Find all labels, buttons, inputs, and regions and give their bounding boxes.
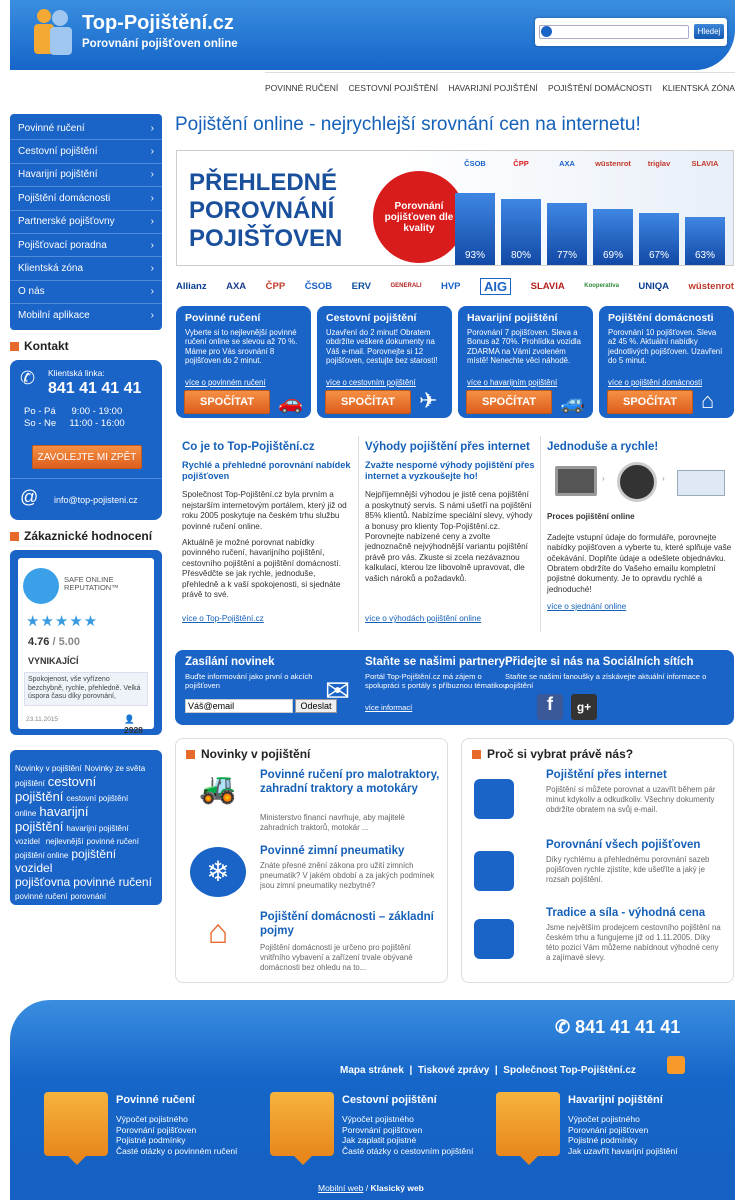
- search-button[interactable]: Hledej: [694, 24, 724, 39]
- chevron-right-icon: ›: [150, 122, 154, 134]
- footer-link[interactable]: Časté otázky o povinném ručení: [116, 1145, 238, 1156]
- review-quote: Spokojenost, vše vyřízeno bezchybně, rychle, přehledně. Velká úspora času díky porovnání,: [24, 672, 148, 706]
- newsletter-section: [185, 656, 335, 691]
- bar-label: AXA: [559, 159, 575, 168]
- footer-link[interactable]: Výpočet pojistného: [116, 1114, 188, 1124]
- comparison-banner[interactable]: [176, 150, 734, 266]
- footer-link-sitemap[interactable]: Mapa stránek: [340, 1065, 404, 1076]
- sidebar-item[interactable]: [10, 304, 162, 327]
- topnav-havarijni-pojisteni[interactable]: HAVARIJNÍ POJIŠTĚNÍ: [448, 82, 538, 93]
- banner-line: PŘEHLEDNÉ: [189, 169, 338, 196]
- at-sign-icon: @: [20, 487, 39, 507]
- calculate-button[interactable]: SPOČÍTAT: [184, 390, 270, 414]
- review-score: [28, 636, 80, 648]
- search-input[interactable]: [539, 25, 689, 39]
- footer-links: Mapa stránek | Tiskové zprávy | Společnost Top-Pojištění.cz: [340, 1065, 636, 1076]
- newsletter-strip: [175, 650, 734, 725]
- car-icon: [44, 1092, 108, 1156]
- airplane-icon: [270, 1092, 334, 1156]
- snow-tire-icon: ❄: [190, 847, 246, 897]
- product-box-cestovni-pojisteni: [317, 306, 452, 418]
- rss-icon[interactable]: [667, 1056, 685, 1074]
- social-section: [505, 656, 730, 691]
- compare-arrows-icon: [474, 851, 514, 891]
- tag-cloud: [10, 750, 162, 905]
- insurer-logo: wüstenrot: [688, 280, 734, 292]
- contact-heading: [10, 339, 69, 353]
- tag-link[interactable]: pojištění online: [15, 851, 69, 860]
- tag-link[interactable]: havarijní pojištění vozidel: [15, 824, 129, 846]
- client-phone[interactable]: 841 41 41 41: [48, 380, 142, 397]
- footer-link[interactable]: Jak uzavřít havarijní pojištění: [568, 1145, 678, 1156]
- footer-column: [270, 1092, 490, 1170]
- footer-column-links: [342, 1114, 473, 1156]
- client-line-label: Klientská linka:: [48, 368, 105, 378]
- paper-plane-icon: ✉: [325, 675, 351, 708]
- reputation-badge: SAFE ONLINE REPUTATION™: [64, 575, 119, 592]
- speech-bubble-icon: [23, 568, 59, 604]
- internet-icon: [474, 779, 514, 819]
- bar-label: triglav: [647, 159, 671, 168]
- sidebar-item-label: O nás: [18, 286, 45, 298]
- product-more-link[interactable]: více o pojištění domácnosti: [608, 378, 703, 387]
- review-date: 23.11.2015: [26, 716, 59, 723]
- tag-link[interactable]: Novinky v pojištění: [15, 764, 82, 773]
- column-paragraph: Zadejte vstupní údaje do formuláře, porovnejte nabídky pojišťoven a vyberte tu, které splňuje vaše očekávání. Doplňte údaje a odešlete objednávku. Obratem obdržíte do Vašeho emailu kompletní pojistné dokumenty. Je to opravdu rychlé a jednoduché!: [547, 532, 732, 594]
- product-box-havarijni-pojisteni: [458, 306, 593, 418]
- why-us-box: [461, 738, 734, 983]
- footer-link[interactable]: Porovnání pojišťoven: [568, 1124, 649, 1135]
- user-icon: 👤: [124, 714, 135, 724]
- news-desc: Ministerstvo financí navrhuje, aby majitelé zahradních traktorů, motokár ...: [260, 813, 405, 832]
- footer-column: [44, 1092, 264, 1170]
- footer-link[interactable]: Porovnání pojišťoven: [116, 1124, 197, 1135]
- chevron-right-icon: ›: [150, 216, 154, 228]
- column-paragraph: Nejpříjemnější výhodou je jistě cena pojištění a poskytnutý servis. S námi ušetří na pojištění 85% klientů. Nabízíme speciální slevy, výhody a bonusy pro klienty Top-Pojištění.cz. Porovnejte nabízené ceny a zvolte jednoznačně nejvýhodnější variantu pojištění právě pro vás. Zkuste si zcela nezávaznou kalkulaci, kterou lze libovolně upravovat, dle vašich nároků a požadavků.: [365, 490, 533, 583]
- process-illustration: [547, 460, 732, 512]
- chevron-right-icon: ›: [150, 286, 154, 298]
- crash-icon: [496, 1092, 560, 1156]
- insurer-logo: Kooperativa: [584, 283, 619, 289]
- social-desc: Staňte se našimi fanoušky a získávejte aktuální informace o pojištění: [505, 672, 707, 691]
- bar-label: ČPP: [513, 159, 529, 168]
- version-switch: [318, 1183, 424, 1193]
- footer-link[interactable]: Pojistné podmínky: [116, 1135, 186, 1145]
- bar-label: ČSOB: [464, 159, 486, 168]
- square-bullet-icon: [472, 750, 481, 759]
- column-divider: [358, 436, 359, 632]
- product-title: Cestovní pojištění: [326, 312, 417, 324]
- product-box-povinne-ruceni: [176, 306, 311, 418]
- chevron-right-icon: ›: [150, 239, 154, 251]
- news-desc: Znáte přesné znění zákona pro užití zimních pneumatik? V jakém období a za jakých podmínek jsou zimní pneumatiky nezbytné?: [260, 861, 435, 890]
- sidebar-item-label: Povinné ručení: [18, 122, 85, 134]
- globe-icon: [474, 919, 514, 959]
- contact-heading-text: Kontakt: [24, 339, 69, 353]
- banner-bar: 80%: [501, 199, 541, 265]
- top-navigation: [265, 72, 735, 102]
- topnav-pojisteni-domacnosti[interactable]: POJIŠTĚNÍ DOMÁCNOSTI: [548, 82, 652, 93]
- newsletter-submit-button[interactable]: Odeslat: [295, 699, 337, 713]
- logo-icon[interactable]: [30, 6, 74, 58]
- mobile-web-link[interactable]: Mobilní web: [318, 1183, 364, 1193]
- car-icon: 🚗: [278, 392, 303, 414]
- news-desc: Pojištění domácnosti je určeno pro pojištění vnitřního vybavení a zařízení trvale obývané domácnosti bez ohledu na to...: [260, 943, 413, 972]
- column-subtitle: Zvažte nesporné výhody pojištění přes internet a vyzkoušejte ho!: [365, 460, 535, 482]
- why-desc: Díky rychlému a přehlednému porovnání sazeb pojišťoven rychle zjistíte, kde ušetříte a jaký je rozsah pojištění.: [546, 855, 710, 884]
- insurer-logo: SLAVIA: [530, 280, 565, 292]
- insurer-logo: GENERALI: [390, 283, 422, 289]
- airplane-icon: ✈: [419, 388, 438, 413]
- logo-title[interactable]: Top-Pojištění.cz: [82, 12, 234, 34]
- product-description: Porovnání 10 pojišťoven. Sleva až 45 %. Aktuální nabídky jednotlivých pojišťoven. Uzavření do 5 minut.: [608, 328, 723, 365]
- sidebar-navigation: [10, 114, 162, 330]
- arrow-right-icon: ›: [662, 474, 665, 484]
- sidebar-item-label: Pojištění domácnosti: [18, 192, 111, 204]
- footer-column-title[interactable]: Cestovní pojištění: [342, 1094, 437, 1106]
- quality-badge: Porovnání pojišťoven dle kvality: [373, 171, 465, 263]
- insurer-logo: AIG: [480, 278, 511, 295]
- column-divider: [540, 436, 541, 632]
- footer-column: [496, 1092, 716, 1170]
- news-title[interactable]: Povinné zimní pneumatiky: [260, 845, 405, 857]
- chevron-right-icon: ›: [150, 192, 154, 204]
- tag-link[interactable]: pojištění: [15, 779, 45, 788]
- chevron-right-icon: ›: [150, 169, 154, 181]
- gauge-icon: [617, 462, 657, 502]
- footer-column-title[interactable]: Povinné ručení: [116, 1094, 195, 1106]
- reviews-heading: [10, 529, 152, 543]
- facebook-icon[interactable]: f: [537, 694, 563, 720]
- process-caption: Proces pojištění online: [547, 512, 635, 522]
- search-icon: [541, 26, 552, 37]
- tag-link[interactable]: pojištění: [15, 819, 64, 834]
- topnav-klientska-zona[interactable]: KLIENTSKÁ ZÓNA: [662, 82, 735, 93]
- footer-phone-number: 841 41 41 41: [575, 1017, 681, 1037]
- news-title[interactable]: Pojištění domácnosti – základní pojmy: [260, 911, 434, 937]
- advantages-more-link[interactable]: více o výhodách pojištění online: [365, 614, 482, 623]
- product-more-link[interactable]: více o povinném ručení: [185, 378, 266, 387]
- contact-email[interactable]: info@top-pojisteni.cz: [54, 495, 138, 505]
- advantages-column: [365, 441, 535, 623]
- partner-more-link[interactable]: více informací: [365, 702, 413, 712]
- tag-link[interactable]: pojišťovna: [15, 875, 71, 889]
- divider: [10, 478, 162, 479]
- column-subtitle: Rychlé a přehledné porovnání nabídek pojišťoven: [182, 460, 351, 482]
- sidebar-item[interactable]: [10, 211, 162, 234]
- column-title: Jednoduše a rychle!: [547, 441, 659, 453]
- search-box: [535, 18, 727, 46]
- classic-web-link[interactable]: Klasický web: [370, 1183, 424, 1193]
- crash-car-icon: 🚙: [560, 392, 585, 414]
- tag-link[interactable]: pojištění vozidel: [15, 847, 117, 875]
- newsletter-title: Zasílání novinek: [185, 656, 275, 668]
- footer-link-company[interactable]: Společnost Top-Pojištění.cz: [503, 1065, 636, 1076]
- partner-section: [365, 656, 515, 712]
- reviews-box[interactable]: [10, 550, 162, 735]
- sidebar-item[interactable]: [10, 257, 162, 280]
- footer-column-title[interactable]: Havarijní pojištění: [568, 1094, 663, 1106]
- arrow-right-icon: ›: [602, 474, 605, 484]
- footer-phone[interactable]: [555, 1017, 680, 1038]
- reviews-widget: [18, 558, 154, 735]
- partner-title: Staňte se našimi partnery!: [365, 656, 509, 668]
- phone-icon: ✆: [555, 1017, 571, 1037]
- footer-link[interactable]: Časté otázky o cestovním pojištění: [342, 1145, 474, 1156]
- social-title: Přidejte si nás na Sociálních sítích: [505, 656, 694, 668]
- why-title: Porovnání všech pojišťoven: [546, 839, 701, 851]
- tag-link[interactable]: porovnání: [70, 892, 107, 901]
- partner-desc: Portál Top-Pojištění.cz má zájem o spolupráci s portály s příbuznou tématikou: [365, 672, 508, 691]
- review-count-value: 2928: [124, 725, 143, 735]
- tractor-icon: 🚜: [190, 771, 246, 821]
- why-heading: [472, 747, 633, 761]
- banner-line: POJIŠŤOVEN: [189, 225, 343, 252]
- topnav-povinne-ruceni[interactable]: POVINNÉ RUČENÍ: [265, 82, 339, 93]
- insurer-logo: UNIQA: [638, 280, 670, 292]
- calculate-button[interactable]: SPOČÍTAT: [607, 390, 693, 414]
- house-icon: ⌂: [701, 388, 715, 413]
- product-more-link[interactable]: více o havarijním pojištění: [467, 378, 558, 387]
- insurer-logo: ERV: [351, 280, 371, 292]
- why-title: Pojištění přes internet: [546, 769, 667, 781]
- banner-line: POROVNÁNÍ: [189, 197, 335, 224]
- why-desc: Pojištění si můžete porovnat a uzavřít během pár minut kdykoliv a odkudkoliv. Všechny dokumenty obdržíte obratem na svůj e-mail.: [546, 785, 716, 814]
- square-bullet-icon: [10, 532, 19, 541]
- sidebar-item-label: Mobilní aplikace: [18, 310, 90, 322]
- sidebar-item-label: Havarijní pojištění: [18, 169, 98, 181]
- insurer-logos: [176, 272, 734, 300]
- why-title: Tradice a síla - výhodná cena: [546, 907, 706, 919]
- bar-label: SLAVIA: [691, 159, 719, 168]
- banner-bar: 93%: [455, 193, 495, 265]
- phone-icon: ✆: [20, 368, 36, 388]
- score-value: 4.76: [28, 636, 50, 648]
- news-item[interactable]: [186, 769, 441, 839]
- banner-bar-labels: [455, 159, 725, 168]
- product-title: Havarijní pojištění: [467, 312, 558, 324]
- process-column: [547, 441, 732, 611]
- product-description: Vyberte si to nejlevnější povinné ručení online se slevou až 70 %. Máme pro Vás srovnání 8 pojišťoven do 2 minut.: [185, 328, 298, 365]
- footer-column-links: [568, 1114, 678, 1156]
- sidebar-item-label: Partnerské pojišťovny: [18, 216, 115, 228]
- tag-link[interactable]: cestovní: [47, 774, 97, 789]
- tag-link[interactable]: nejlevnější: [45, 837, 84, 846]
- newsletter-desc: Buďte informování jako první o akcích pojišťoven: [185, 672, 313, 691]
- page-title: Pojištění online - nejrychlejší srovnání cen na internetu!: [175, 114, 641, 135]
- separator: /: [365, 1183, 369, 1193]
- insurer-logo: AXA: [226, 280, 247, 292]
- topnav-cestovni-pojisteni[interactable]: CESTOVNÍ POJIŠTĚNÍ: [348, 82, 439, 93]
- monitor-icon: [555, 466, 597, 496]
- tag-link[interactable]: Novinky ze světa: [84, 764, 146, 773]
- banner-bar: 63%: [685, 217, 725, 265]
- tag-link[interactable]: cestovní pojištění: [66, 794, 129, 803]
- product-title: Pojištění domácnosti: [608, 312, 714, 324]
- banner-bar: 77%: [547, 203, 587, 265]
- hours-weekend: So - Ne 11:00 - 16:00: [24, 418, 125, 429]
- insurer-logo: ČSOB: [304, 280, 333, 292]
- news-item[interactable]: [186, 911, 441, 981]
- footer-link-press[interactable]: Tiskové zprávy: [417, 1065, 490, 1076]
- sidebar-item[interactable]: [10, 164, 162, 187]
- about-more-link[interactable]: více o Top-Pojištění.cz: [182, 614, 264, 623]
- footer-link[interactable]: Jak zaplatit pojistné: [342, 1135, 417, 1145]
- sidebar-item[interactable]: [10, 117, 162, 140]
- banner-bar: 67%: [639, 213, 679, 265]
- banner-headline: [189, 169, 342, 253]
- product-description: Porovnání 7 pojišťoven. Sleva a Bonus až 70%. Prohlídka vozidla ZDARMA na Vámi zvoleném místě! Nenechte věci náhodě.: [467, 328, 581, 365]
- google-plus-icon[interactable]: g+: [571, 694, 597, 720]
- square-bullet-icon: [186, 750, 195, 759]
- tag-link[interactable]: povinné ručení: [15, 892, 68, 901]
- footer-link[interactable]: Pojistné podmínky: [568, 1135, 638, 1145]
- sidebar-item-label: Klientská zóna: [18, 263, 84, 275]
- reviews-heading-text: Zákaznické hodnocení: [24, 529, 153, 543]
- product-description: Uzavření do 2 minut! Obratem obdržíte veškeré dokumenty na Váš e-mail. Porovnejte si 12 pojišťoven, cestujte bez starostí!: [326, 328, 438, 365]
- why-desc: Jsme největším prodejcem cestovního pojištění na českém trhu a fungujeme již od 1.11.2005. Díky této pozici Vám můžeme nabídnout výhodné ceny a zajímavé slevy.: [546, 923, 721, 962]
- about-column: [182, 441, 352, 623]
- column-title: Co je to Top-Pojištění.cz: [182, 441, 315, 453]
- hours-weekdays: Po - Pá 9:00 - 19:00: [24, 406, 123, 417]
- product-boxes: [176, 306, 734, 420]
- tag-link[interactable]: pojištění: [15, 789, 64, 804]
- logo-subtitle: Porovnání pojišťoven online: [82, 38, 238, 50]
- score-max: / 5.00: [52, 636, 81, 648]
- callback-button[interactable]: ZAVOLEJTE MI ZPĚT: [32, 445, 142, 469]
- sidebar-item-label: Pojišťovací poradna: [18, 239, 107, 251]
- calculate-button[interactable]: SPOČÍTAT: [325, 390, 411, 414]
- review-count: [124, 714, 154, 735]
- footer: [10, 1000, 735, 1200]
- newsletter-email-input[interactable]: [185, 699, 293, 713]
- opening-hours: [24, 406, 125, 430]
- house-icon: ⌂: [190, 913, 246, 963]
- square-bullet-icon: [10, 342, 19, 351]
- banner-bar: 69%: [593, 209, 633, 265]
- footer-link[interactable]: Porovnání pojišťoven: [342, 1124, 423, 1135]
- chevron-right-icon: ›: [150, 263, 154, 275]
- banner-bars: [455, 187, 725, 265]
- insurer-logo: HVP: [440, 280, 461, 292]
- tag-link[interactable]: povinné ručení: [73, 875, 152, 889]
- footer-column-links: [116, 1114, 237, 1156]
- news-heading-text: Novinky v pojištění: [201, 747, 311, 761]
- chevron-right-icon: ›: [150, 146, 154, 158]
- review-verdict: VYNIKAJÍCÍ: [28, 656, 79, 666]
- why-heading-text: Proč si vybrat právě nás?: [487, 747, 634, 761]
- product-box-pojisteni-domacnosti: [599, 306, 734, 418]
- news-title[interactable]: Povinné ručení pro malotraktory, zahradní traktory a motokáry: [260, 769, 440, 795]
- footer-link[interactable]: Výpočet pojistného: [568, 1114, 640, 1124]
- news-heading: [186, 747, 310, 761]
- insurer-logo: ČPP: [265, 280, 286, 292]
- chevron-right-icon: ›: [150, 310, 154, 322]
- product-more-link[interactable]: více o cestovním pojištění: [326, 378, 416, 387]
- news-item[interactable]: [186, 845, 441, 915]
- star-rating-icon: ★★★★★: [26, 613, 99, 630]
- column-paragraph: Společnost Top-Pojištění.cz byla prvním a nejstarším internetovým portálem, který již od roku 2005 poskytuje na českém trhu službu povinné ručení online.: [182, 490, 347, 531]
- tag-link[interactable]: online: [15, 809, 37, 818]
- sidebar-item[interactable]: [10, 140, 162, 163]
- sidebar-item[interactable]: [10, 187, 162, 210]
- footer-link[interactable]: Výpočet pojistného: [342, 1114, 414, 1124]
- news-box: [175, 738, 448, 983]
- process-more-link[interactable]: více o sjednání online: [547, 602, 627, 611]
- sidebar-item-label: Cestovní pojištění: [18, 146, 98, 158]
- sidebar-item[interactable]: [10, 234, 162, 257]
- tag-link[interactable]: havarijní: [39, 804, 89, 819]
- column-paragraph: Aktuálně je možné porovnat nabídky povinného ručení, havarijního pojištění, cestovního pojištění a pojištění domácností. Přesvědčte se jak rychle, jednoduše, přehledně a k vaší spokojenosti, si sjednáte právě to své.: [182, 538, 341, 600]
- product-title: Povinné ručení: [185, 312, 261, 324]
- column-title: Výhody pojištění přes internet: [365, 441, 530, 453]
- contact-box: [10, 360, 162, 520]
- bar-label: wüstenrot: [595, 159, 631, 168]
- tag-link[interactable]: povinné ručení: [86, 837, 139, 846]
- calculate-button[interactable]: SPOČÍTAT: [466, 390, 552, 414]
- insurer-logo: Allianz: [176, 280, 207, 292]
- sidebar-item[interactable]: [10, 281, 162, 304]
- envelope-icon: [677, 470, 725, 496]
